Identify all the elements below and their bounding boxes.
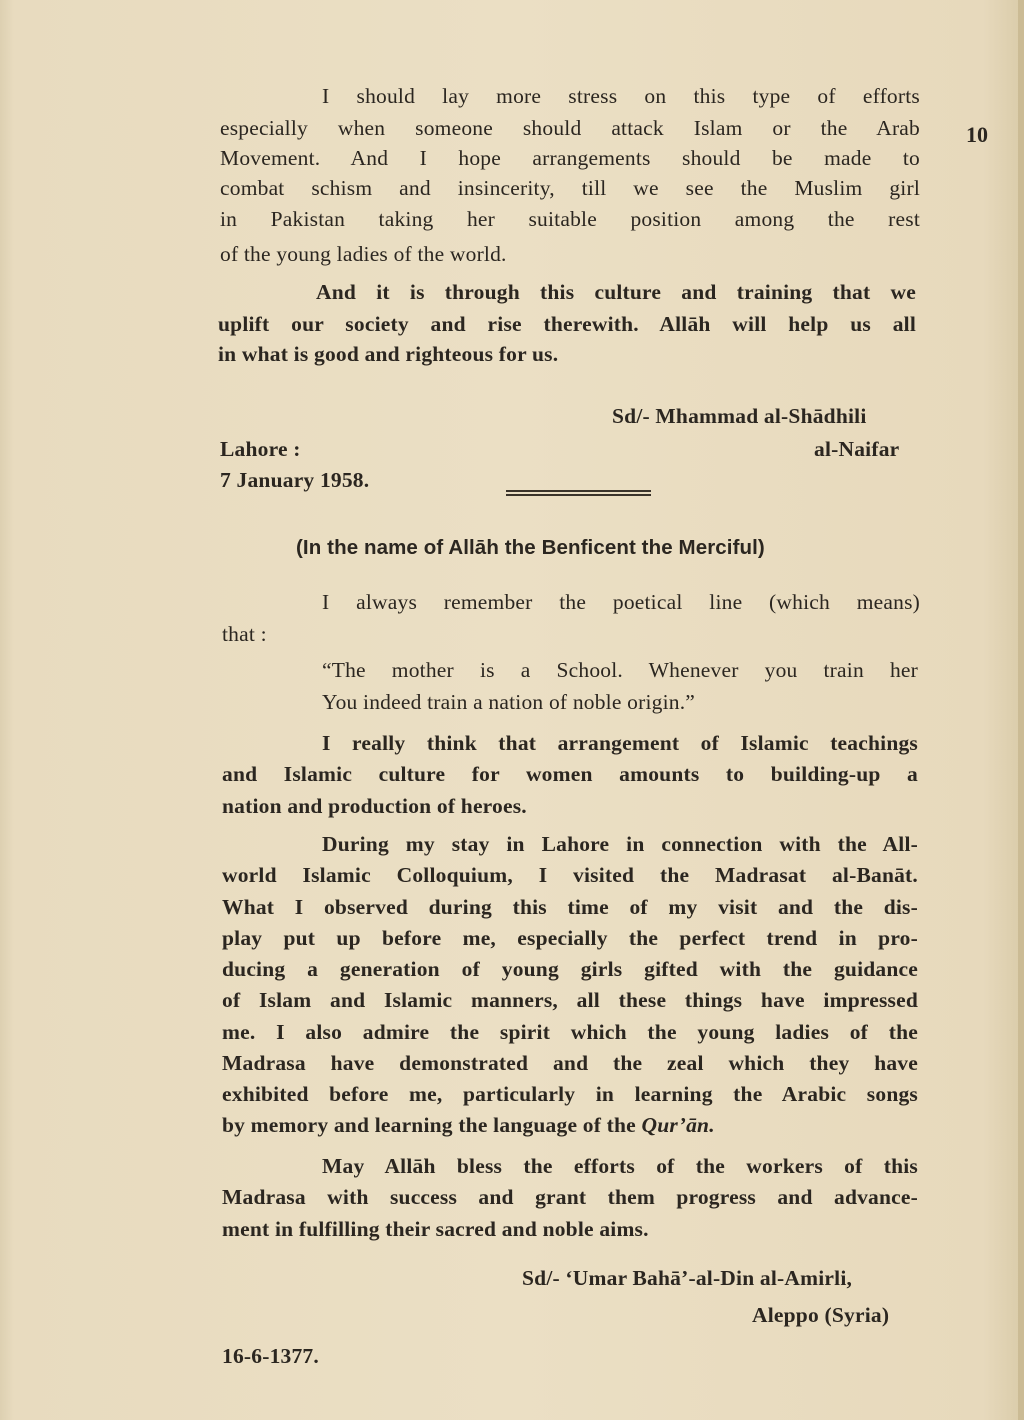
- quran-italic: Qur’ān.: [641, 1113, 715, 1137]
- letter2-para2-line-1: During my stay in Lahore in connection with the All-: [322, 832, 918, 856]
- letter2-heading: (In the name of Allāh the Benficent the Merciful): [296, 536, 765, 559]
- letter2-intro-line-2: that :: [222, 622, 267, 646]
- letter1-line-5: in Pakistan taking her suitable position among the rest: [220, 207, 920, 231]
- letter2-para2-line-2: world Islamic Colloquium, I visited the Madrasat al-Banāt.: [222, 863, 918, 887]
- letter2-para3-line-2: Madrasa with success and grant them progress and advance-: [222, 1185, 918, 1209]
- signature-1-place: Lahore :: [220, 437, 301, 461]
- signature-1-date: 7 January 1958.: [220, 468, 370, 492]
- page-number: 10: [966, 122, 988, 147]
- signature-2-place: Aleppo (Syria): [752, 1303, 890, 1327]
- letter2-para3-line-3: ment in fulfilling their sacred and noble aims.: [222, 1217, 649, 1241]
- section-divider: [506, 490, 651, 496]
- letter2-intro-line-1: I always remember the poetical line (which means): [322, 590, 920, 614]
- letter1-line-2: especially when someone should attack Islam or the Arab: [220, 116, 920, 140]
- letter1-para2-line-2: uplift our society and rise therewith. Allāh will help us all: [218, 312, 916, 336]
- letter2-para3-line-1: May Allāh bless the efforts of the workers of this: [322, 1154, 918, 1178]
- letter2-para2-line-7: me. I also admire the spirit which the young ladies of the: [222, 1020, 918, 1044]
- letter2-para2-line-9: exhibited before me, particularly in learning the Arabic songs: [222, 1082, 918, 1106]
- letter1-line-6: of the young ladies of the world.: [220, 242, 507, 266]
- letter2-para2-line-5: ducing a generation of young girls gifted with the guidance: [222, 957, 918, 981]
- signature-1-name-cont: al-Naifar: [814, 437, 900, 461]
- letter2-para1-line-2: and Islamic culture for women amounts to building-up a: [222, 762, 918, 786]
- letter2-para2-line-3: What I observed during this time of my visit and the dis-: [222, 895, 918, 919]
- letter2-para2-line-10: [222, 1113, 715, 1138]
- letter2-para2-line-6: of Islam and Islamic manners, all these things have impressed: [222, 988, 918, 1012]
- letter1-line-3: Movement. And I hope arrangements should be made to: [220, 146, 920, 170]
- letter2-para1-line-1: I really think that arrangement of Islamic teachings: [322, 731, 918, 755]
- letter1-para2-line-3: in what is good and righteous for us.: [218, 342, 559, 366]
- quote-line-1: “The mother is a School. Whenever you train her: [322, 658, 918, 682]
- letter2-para2-line-8: Madrasa have demonstrated and the zeal which they have: [222, 1051, 918, 1075]
- signature-1-name: Sd/- Mhammad al-Shādhili: [612, 404, 867, 428]
- letter2-para2-line-10-text: by memory and learning the language of the: [222, 1113, 636, 1137]
- letter1-line-4: combat schism and insincerity, till we see the Muslim girl: [220, 176, 920, 200]
- letter1-para2-line-1: And it is through this culture and training that we: [316, 280, 916, 304]
- quote-line-2: You indeed train a nation of noble origin.”: [322, 690, 696, 714]
- letter2-para2-line-4: play put up before me, especially the perfect trend in pro-: [222, 926, 918, 950]
- signature-2-name: Sd/- ‘Umar Bahā’-al-Din al-Amirli,: [522, 1266, 853, 1290]
- letter2-para1-line-3: nation and production of heroes.: [222, 794, 527, 818]
- signature-2-date: 16-6-1377.: [222, 1344, 319, 1368]
- page-edge: [1018, 0, 1024, 1420]
- letter1-line-1: I should lay more stress on this type of efforts: [322, 84, 920, 108]
